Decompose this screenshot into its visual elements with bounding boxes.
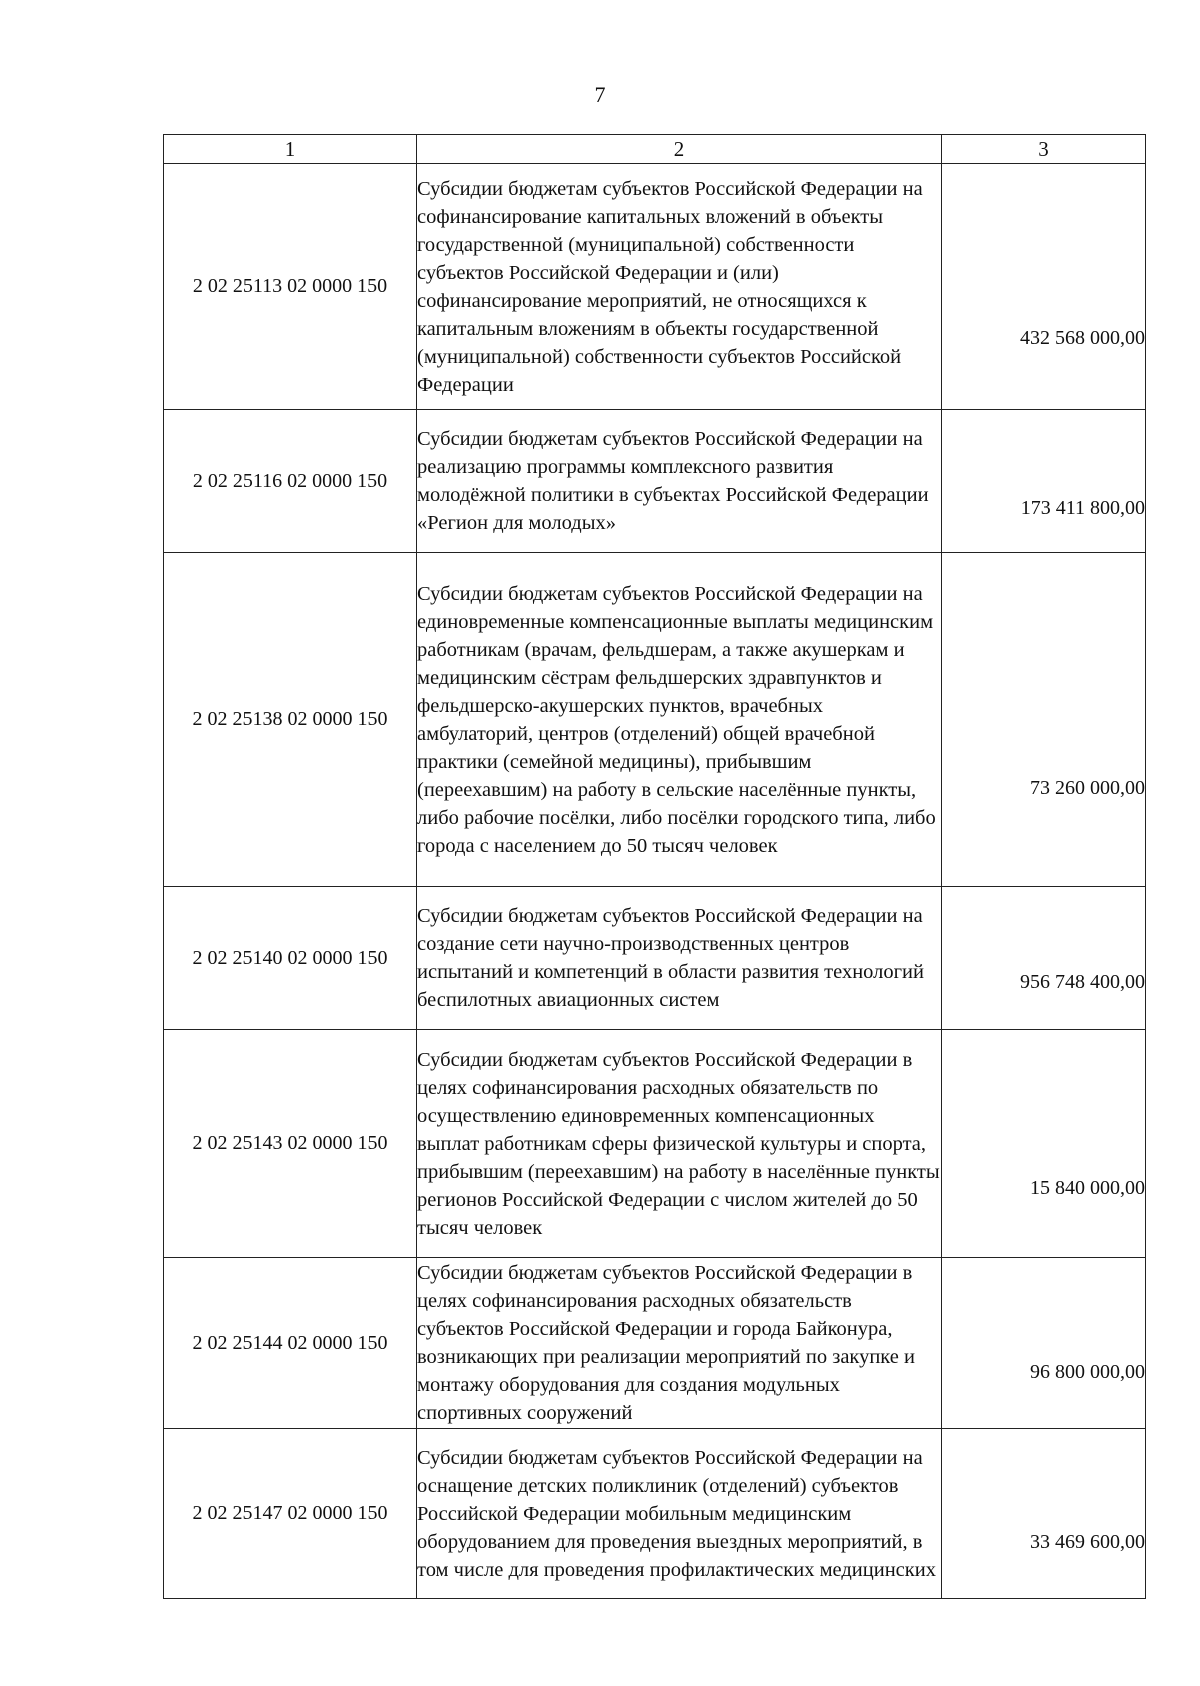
row-code: 2 02 25144 02 0000 150	[164, 1258, 417, 1429]
table-row	[164, 1429, 1146, 1599]
header-col-1: 1	[164, 135, 417, 164]
row-code: 2 02 25113 02 0000 150	[164, 164, 417, 410]
row-amount: 96 800 000,00	[1030, 1360, 1145, 1383]
row-description: Субсидии бюджетам субъектов Российской Федерации на единовременные компенсационные выплаты медицинским работникам (врачам, фельдшерам, а также акушеркам и медицинским сёстрам фельдшерских здравпунктов и фельдшерско-акушерских пунктов, врачебных амбулаторий, центров (отделений) общей врачебной практики (семейной медицины), прибывшим (переехавшим) на работу в сельские населённые пункты, либо рабочие посёлки, либо посёлки городского типа, либо города с населением до 50 тысяч человек	[417, 553, 942, 887]
header-col-3: 3	[942, 135, 1146, 164]
header-row	[164, 135, 1146, 164]
row-amount-cell	[942, 410, 1146, 553]
row-amount: 432 568 000,00	[1020, 327, 1145, 349]
row-description: Субсидии бюджетам субъектов Российской Федерации на оснащение детских поликлиник (отделений) субъектов Российской Федерации мобильным медицинским оборудованием для проведения выездных мероприятий, в том числе для проведения профилактических медицинских	[417, 1429, 942, 1599]
table-row	[164, 1030, 1146, 1258]
row-description: Субсидии бюджетам субъектов Российской Федерации в целях софинансирования расходных обязательств субъектов Российской Федерации и города Байконура, возникающих при реализации мероприятий по закупке и монтажу оборудования для создания модульных спортивных сооружений	[417, 1258, 942, 1429]
table-row	[164, 553, 1146, 887]
row-amount-cell	[942, 1030, 1146, 1258]
row-code: 2 02 25143 02 0000 150	[164, 1030, 417, 1258]
header-col-2: 2	[417, 135, 942, 164]
budget-table	[163, 134, 1146, 1599]
table-row	[164, 164, 1146, 410]
row-amount-cell	[942, 553, 1146, 887]
page-number: 7	[594, 82, 606, 107]
row-code: 2 02 25147 02 0000 150	[164, 1429, 417, 1599]
row-amount: 15 840 000,00	[1030, 1177, 1145, 1199]
row-code: 2 02 25140 02 0000 150	[164, 887, 417, 1030]
table-row	[164, 887, 1146, 1030]
row-amount-cell	[942, 887, 1146, 1030]
row-amount: 173 411 800,00	[1020, 496, 1145, 519]
row-amount-cell	[942, 164, 1146, 410]
row-code: 2 02 25116 02 0000 150	[164, 410, 417, 553]
row-amount: 73 260 000,00	[1030, 776, 1145, 799]
row-code: 2 02 25138 02 0000 150	[164, 553, 417, 887]
row-amount-cell	[942, 1429, 1146, 1599]
row-description: Субсидии бюджетам субъектов Российской Федерации в целях софинансирования расходных обязательств по осуществлению единовременных компенсационных выплат работникам сферы физической культуры и спорта, прибывшим (переехавшим) на работу в населённые пункты регионов Российской Федерации с числом жителей до 50 тысяч человек	[417, 1030, 942, 1258]
table-row	[164, 410, 1146, 553]
row-amount: 33 469 600,00	[1030, 1531, 1145, 1553]
row-description: Субсидии бюджетам субъектов Российской Федерации на создание сети научно-производственных центров испытаний и компетенций в области развития технологий беспилотных авиационных систем	[417, 887, 942, 1030]
row-description: Субсидии бюджетам субъектов Российской Федерации на софинансирование капитальных вложений в объекты государственной (муниципальной) собственности субъектов Российской Федерации и (или) софинансирование мероприятий, не относящихся к капитальным вложениям в объекты государственной (муниципальной) собственности субъектов Российской Федерации	[417, 164, 942, 410]
row-description: Субсидии бюджетам субъектов Российской Федерации на реализацию программы комплексного развития молодёжной политики в субъектах Российской Федерации «Регион для молодых»	[417, 410, 942, 553]
row-amount: 956 748 400,00	[1020, 970, 1145, 993]
row-amount-cell	[942, 1258, 1146, 1429]
table-row	[164, 1258, 1146, 1429]
